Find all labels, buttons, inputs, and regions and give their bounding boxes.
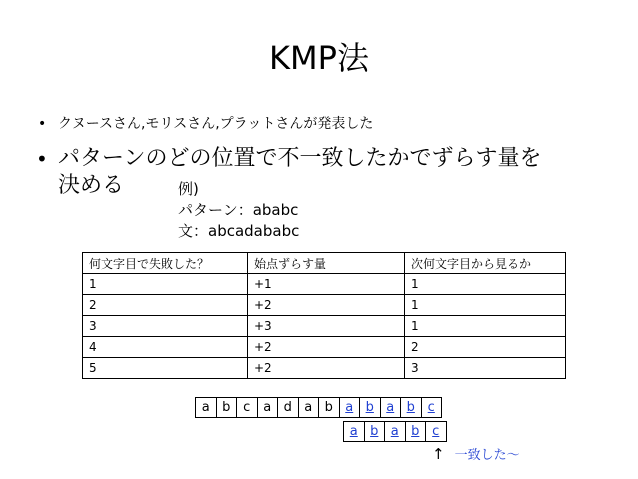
text-char-cell: b: [216, 397, 238, 418]
text-char-cell: c: [421, 397, 443, 418]
table-cell: 1: [405, 295, 566, 316]
text-char-cell: a: [195, 397, 217, 418]
table-cell: 3: [83, 316, 248, 337]
text-char-cell: b: [318, 397, 340, 418]
bullet-1-dot: •: [38, 116, 47, 132]
bullet-1-text: クヌースさん,モリスさん,プラットさんが発表した: [58, 116, 374, 132]
text-char-cell: b: [359, 397, 381, 418]
table-cell: +3: [248, 316, 405, 337]
table-cell: 1: [83, 274, 248, 295]
pattern-string-cells: [344, 421, 447, 442]
example-label: 例): [178, 180, 199, 198]
table-cell: 4: [83, 337, 248, 358]
table-row: [83, 337, 566, 358]
text-char-cell: c: [236, 397, 258, 418]
pattern-char-cell: a: [343, 421, 365, 442]
example-text: 文：abcadababc: [178, 222, 300, 240]
text-char-cell: a: [298, 397, 320, 418]
text-char-cell: a: [339, 397, 361, 418]
table-cell: +1: [248, 274, 405, 295]
bullet-2-text-continued: 決める: [58, 173, 125, 198]
table-cell: 2: [83, 295, 248, 316]
bullet-2-dot: •: [36, 147, 48, 171]
table-row: [83, 295, 566, 316]
table-cell: +2: [248, 358, 405, 379]
table-cell: +2: [248, 295, 405, 316]
table-cell: 2: [405, 337, 566, 358]
table-header-cell: 始点ずらす量: [248, 253, 405, 274]
example-pattern: パターン：ababc: [178, 201, 299, 219]
text-char-cell: d: [277, 397, 299, 418]
table-row: [83, 316, 566, 337]
table-header-cell: 何文字目で失敗した？: [83, 253, 248, 274]
match-note: [432, 444, 520, 466]
text-char-cell: b: [400, 397, 422, 418]
pattern-char-cell: a: [384, 421, 406, 442]
table-cell: +2: [248, 337, 405, 358]
table-header-cell: 次何文字目から見るか: [405, 253, 566, 274]
table-cell: 3: [405, 358, 566, 379]
text-char-cell: a: [257, 397, 279, 418]
up-arrow-icon: ↑: [432, 445, 445, 463]
pattern-char-cell: c: [425, 421, 447, 442]
table-cell: 1: [405, 316, 566, 337]
slide-title: KMP法: [269, 39, 369, 77]
shift-table: [82, 252, 566, 379]
table-cell: 1: [405, 274, 566, 295]
table-cell: 5: [83, 358, 248, 379]
table-header-row: [83, 253, 566, 274]
pattern-char-cell: b: [364, 421, 386, 442]
text-string-cells: [196, 397, 442, 418]
example-block: [178, 179, 299, 242]
bullet-2-text: パターンのどの位置で不一致したかでずらす量を: [58, 146, 542, 171]
text-char-cell: a: [380, 397, 402, 418]
match-note-label: 一致した～: [454, 448, 520, 463]
table-row: [83, 358, 566, 379]
table-row: [83, 274, 566, 295]
pattern-char-cell: b: [405, 421, 427, 442]
